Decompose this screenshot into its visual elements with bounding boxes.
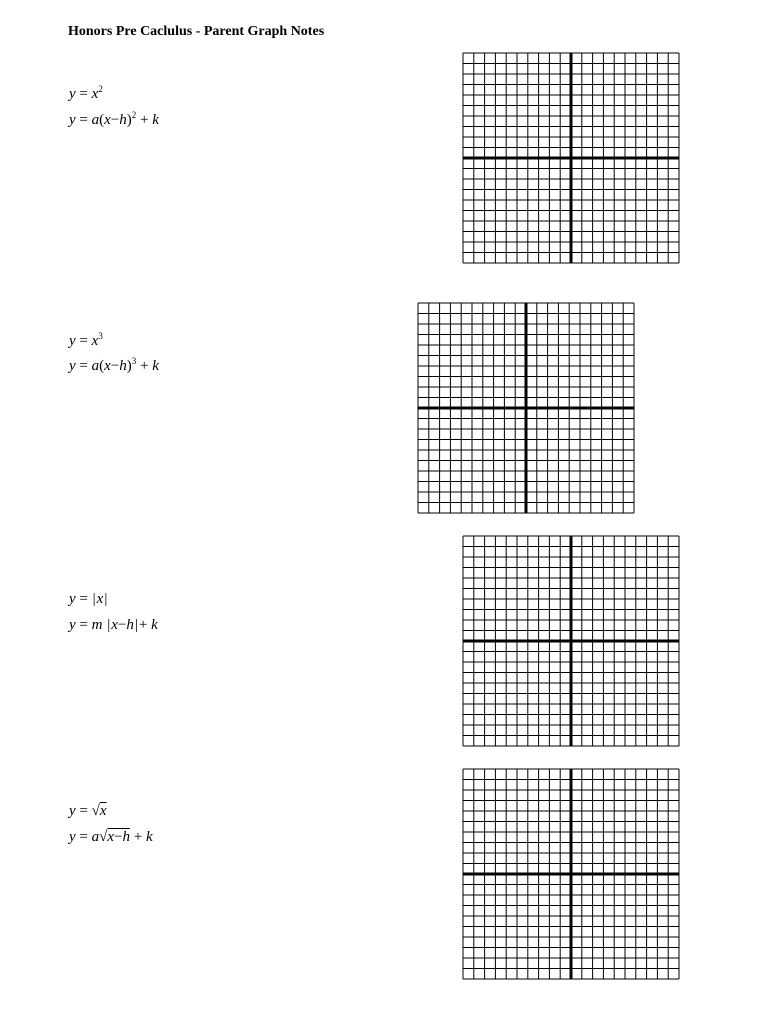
parent-equation: y = √x <box>69 803 107 819</box>
parent-equation: $y = x^3$ <box>69 331 103 349</box>
page-title: Honors Pre Caclulus - Parent Graph Notes <box>68 24 325 39</box>
parent-equation: y = |x| <box>69 591 108 607</box>
general-equation: y = m |x−h|+ k <box>69 617 158 633</box>
section-square-root <box>0 768 768 988</box>
graph-paper <box>417 302 635 514</box>
section-absolute-value <box>0 535 768 755</box>
parent-equation: $y = x^2$ <box>69 84 103 102</box>
section-cubic <box>0 302 768 522</box>
general-equation: $y = a(x-h)^3 + k$ <box>69 356 159 374</box>
general-equation: $y = a(x-h)^2 + k$ <box>69 110 159 128</box>
general-equation: y = a√x−h + k <box>69 829 153 845</box>
graph-paper <box>462 535 680 747</box>
graph-paper <box>462 52 680 264</box>
section-quadratic <box>0 52 768 272</box>
graph-paper <box>462 768 680 980</box>
